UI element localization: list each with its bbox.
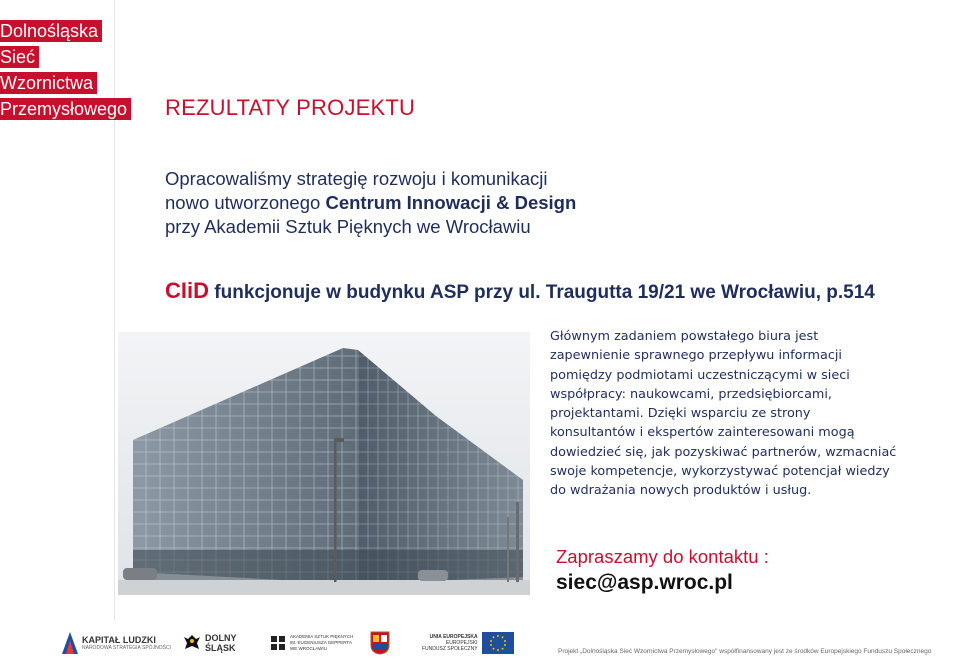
description-line: współpracy: naukowcami, przedsiębiorcami, — [550, 386, 832, 402]
description-line: pomiędzy podmiotami uczestniczącymi w sieci — [550, 367, 850, 383]
asp-logo-line: IM. EUGENIUSZA GEPPERTA — [290, 640, 352, 645]
intro-paragraph — [165, 167, 576, 239]
eu-logo-line: EUROPEJSKI — [445, 640, 478, 646]
centre-acronym: CIiD — [165, 278, 209, 303]
description-line: zapewnienie sprawnego przepływu informacji — [550, 348, 842, 364]
asp-emblem-icon — [270, 635, 286, 651]
intro-line — [165, 191, 576, 215]
intro-line-prefix: nowo utworzonego — [165, 192, 326, 213]
page-title: REZULTATY PROJEKTU — [165, 95, 416, 120]
footer — [0, 620, 960, 665]
brand-logo-line: Wzornictwa — [0, 72, 97, 94]
asp-logo-line: AKADEMIA SZTUK PIĘKNYCH — [290, 634, 354, 639]
description-line: konsultantów i ekspertów zainteresowani mogą — [550, 425, 855, 441]
description-line: Głównym zadaniem powstałego biura jest — [550, 329, 819, 344]
asp-logo — [270, 630, 353, 656]
project-cofinancing-note: Projekt „Dolnośląska Sieć Wzornictwa Przemysłowego" współfinansowany jest ze środków Europejskiego Funduszu Społecznego — [558, 647, 932, 655]
city-crest-icon — [370, 631, 390, 655]
brand-logo-line: Dolnośląska — [0, 20, 102, 42]
contact-invite: Zapraszamy do kontaktu : — [556, 546, 769, 567]
address-text: funkcjonuje w budynku ASP przy ul. Traugutta 19/21 we Wrocławiu, p.514 — [209, 282, 875, 303]
brand-logo-line: Sieć — [0, 46, 39, 68]
kapital-ludzki-title: KAPITAŁ LUDZKI — [82, 634, 156, 645]
address-line — [165, 278, 875, 304]
centre-name: Centrum Innowacji & Design — [325, 192, 577, 213]
description-line: dowiedzieć się, jak pozyskiwać partnerów, wzmacniać — [550, 444, 897, 460]
eu-fund-logo — [422, 630, 514, 656]
description-paragraph — [550, 327, 910, 501]
description-line: projektantami. Dzięki wsparciu ze strony — [550, 406, 811, 422]
kapital-ludzki-emblem-icon — [62, 632, 78, 654]
intro-line: Opracowaliśmy strategię rozwoju i komunikacji — [165, 168, 548, 189]
contact-email-link[interactable]: siec@asp.wroc.pl — [556, 571, 733, 594]
eu-logo-line: FUNDUSZ SPOŁECZNY — [422, 646, 478, 652]
wroclaw-crest-logo — [370, 630, 390, 656]
asp-logo-line: WE WROCŁAWIU — [290, 646, 327, 651]
brand-logo-line: Przemysłowego — [0, 98, 131, 120]
description-line: do wdrażania nowych produktów i usług. — [550, 483, 812, 499]
dolny-slask-line: DOLNY — [205, 633, 237, 643]
intro-line: przy Akademii Sztuk Pięknych we Wrocławiu — [165, 216, 531, 237]
eu-flag-icon — [482, 632, 514, 654]
dolny-slask-line: ŚLĄSK — [205, 643, 236, 653]
brand-strip — [0, 0, 128, 620]
kapital-ludzki-logo — [62, 630, 171, 656]
eagle-icon — [183, 633, 201, 653]
building-photo — [118, 332, 530, 595]
description-line: swoje kompetencje, wykorzystywać potencjał wiedzy — [550, 464, 890, 480]
eu-logo-line: UNIA EUROPEJSKA — [429, 634, 478, 640]
kapital-ludzki-subtitle: NARODOWA STRATEGIA SPÓJNOŚCI — [82, 644, 171, 651]
dolny-slask-logo — [183, 630, 237, 656]
